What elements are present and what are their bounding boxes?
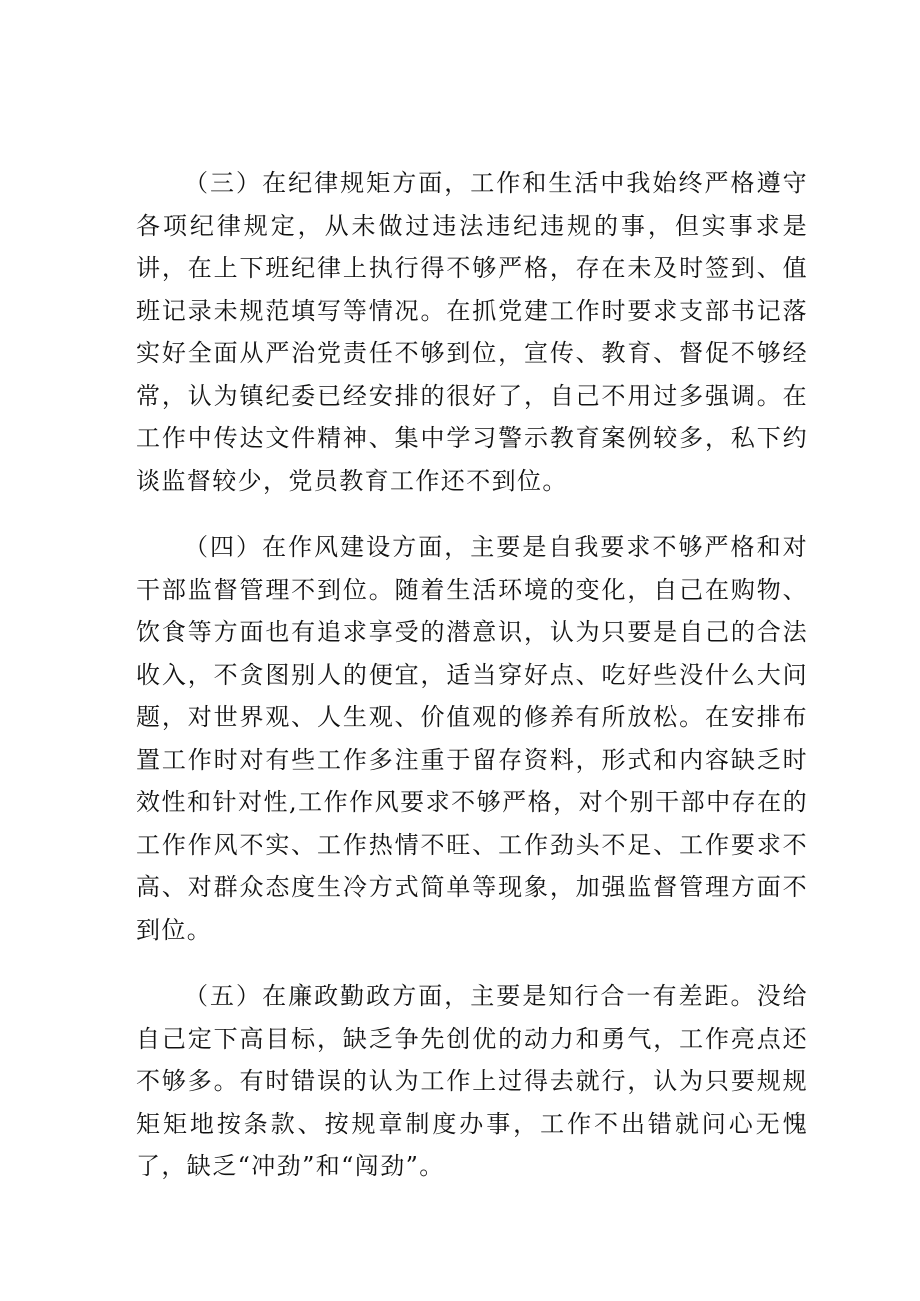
paragraph-integrity: （五）在廉政勤政方面，主要是知行合一有差距。没给自己定下高目标，缺乏争先创优的动力和勇气，工作亮点还不够多。有时错误的认为工作上过得去就行，认为只要规规矩矩地按条款、按规章制度办事，工作不出错就问心无愧了，缺乏“冲劲”和“闯劲”。 — [136, 982, 808, 1180]
paragraph-work-style: （四）在作风建设方面，主要是自我要求不够严格和对干部监督管理不到位。随着生活环境的变化，自己在购物、饮食等方面也有追求享受的潜意识，认为只要是自己的合法收入，不贪图别人的便宜，适当穿好点、吃好些没什么大问题，对世界观、人生观、价值观的修养有所放松。在安排布置工作时对有些工作多注重于留存资料，形式和内容缺乏时效性和针对性,工作作风要求不够严格，对个别干部中存在的工作作风不实、工作热情不旺、工作劲头不足、工作要求不高、对群众态度生冷方式简单等现象，加强监督管理方面不到位。 — [136, 533, 808, 944]
paragraph-discipline: （三）在纪律规矩方面，工作和生活中我始终严格遵守各项纪律规定，从未做过违法违纪违规的事，但实事求是讲，在上下班纪律上执行得不够严格，存在未及时签到、值班记录未规范填写等情况。在抓党建工作时要求支部书记落实好全面从严治党责任不够到位，宣传、教育、督促不够经常，认为镇纪委已经安排的很好了，自己不用过多强调。在工作中传达文件精神、集中学习警示教育案例较多，私下约谈监督较少，党员教育工作还不到位。 — [136, 169, 808, 495]
document-body — [136, 162, 808, 1188]
